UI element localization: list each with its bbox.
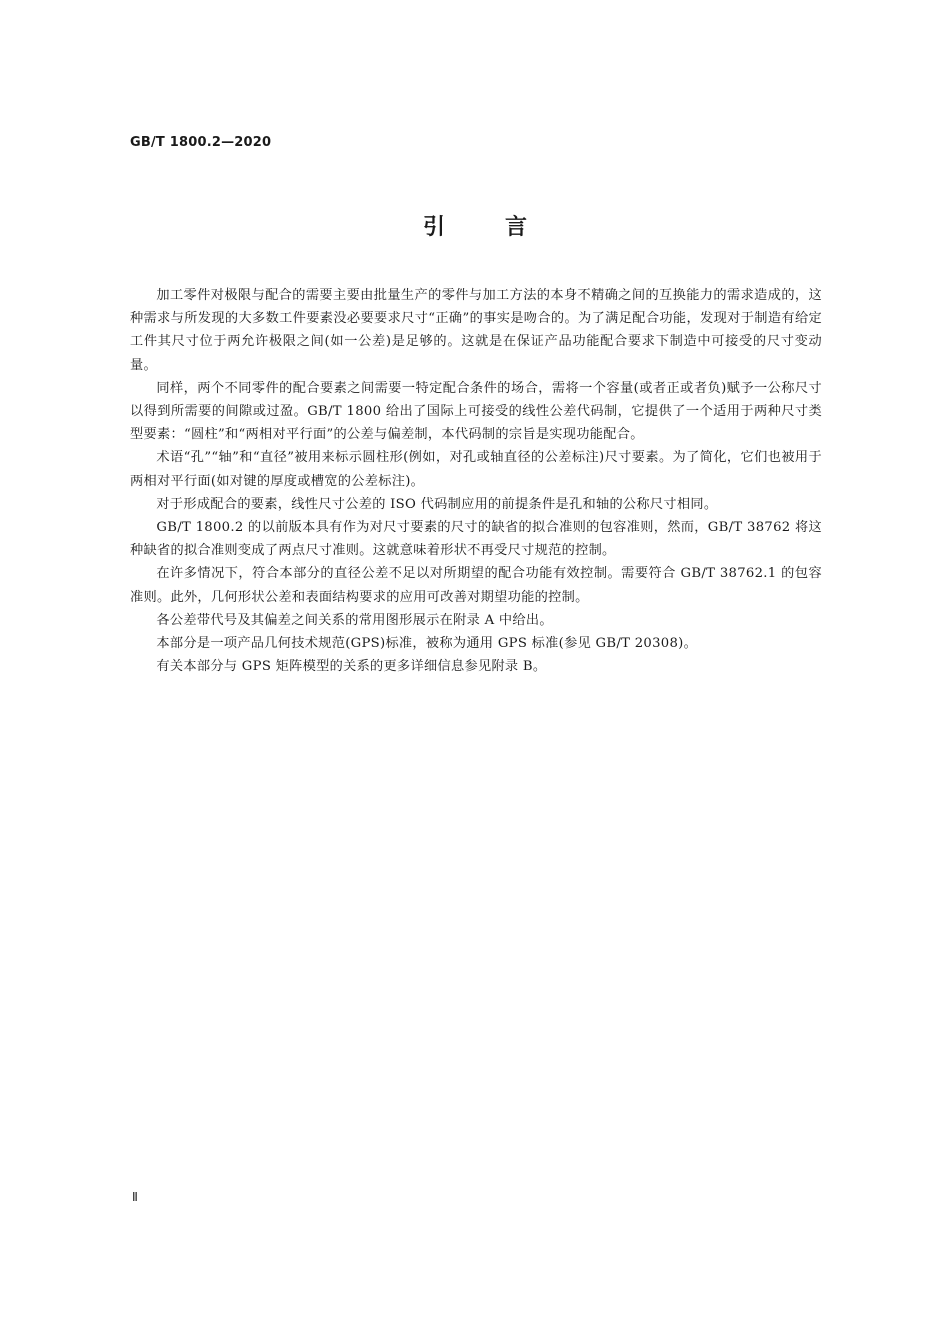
paragraph: 对于形成配合的要素，线性尺寸公差的 ISO 代码制应用的前提条件是孔和轴的公称尺寸相同。	[156, 496, 718, 512]
paragraph: 在许多情况下，符合本部分的直径公差不足以对所期望的配合功能有效控制。需要符合 GB/T 38762.1 的包容准则。此外，几何形状公差和表面结构要求的应用可改善对期望功能的控制。	[130, 566, 822, 605]
page-title	[0, 210, 950, 241]
document-code: GB/T 1800.2—2020	[130, 135, 272, 150]
paragraph: 本部分是一项产品几何技术规范(GPS)标准，被称为通用 GPS 标准(参见 GB/T 20308)。	[156, 636, 698, 652]
paragraph: 有关本部分与 GPS 矩阵模型的关系的更多详细信息参见附录 B。	[156, 659, 547, 675]
paragraph: 同样，两个不同零件的配合要素之间需要一特定配合条件的场合，需将一个容量(或者正或者负)赋予一公称尺寸以得到所需要的间隙或过盈。GB/T 1800 给出了国际上可接受的线性公差代码制，它提供了一个适用于两种尺寸类型要素：“圆柱”和“两相对平行面”的公差与偏差制，本代码制的宗旨是实现功能配合。	[130, 380, 822, 443]
paragraph: GB/T 1800.2 的以前版本具有作为对尺寸要素的尺寸的缺省的拟合准则的包容准则，然而，GB/T 38762 将这种缺省的拟合准则变成了两点尺寸准则。这就意味着形状不再受尺寸规范的控制。	[130, 520, 822, 559]
paragraph: 各公差带代号及其偏差之间关系的常用图形展示在附录 A 中给出。	[156, 612, 553, 628]
introduction-body	[130, 284, 822, 678]
paragraph: 加工零件对极限与配合的需要主要由批量生产的零件与加工方法的本身不精确之间的互换能力的需求造成的，这种需求与所发现的大多数工件要素没必要要求尺寸“正确”的事实是吻合的。为了满足配合功能，发现对于制造有给定工件其尺寸位于两允许极限之间(如一公差)是足够的。这就是在保证产品功能配合要求下制造中可接受的尺寸变动量。	[130, 288, 822, 373]
title-char-1: 引	[422, 215, 445, 240]
title-char-2: 言	[505, 215, 528, 240]
page-number: Ⅱ	[132, 1190, 138, 1204]
paragraph: 术语“孔”“轴”和“直径”被用来标示圆柱形(例如，对孔或轴直径的公差标注)尺寸要素。为了简化，它们也被用于两相对平行面(如对键的厚度或槽宽的公差标注)。	[130, 450, 822, 489]
